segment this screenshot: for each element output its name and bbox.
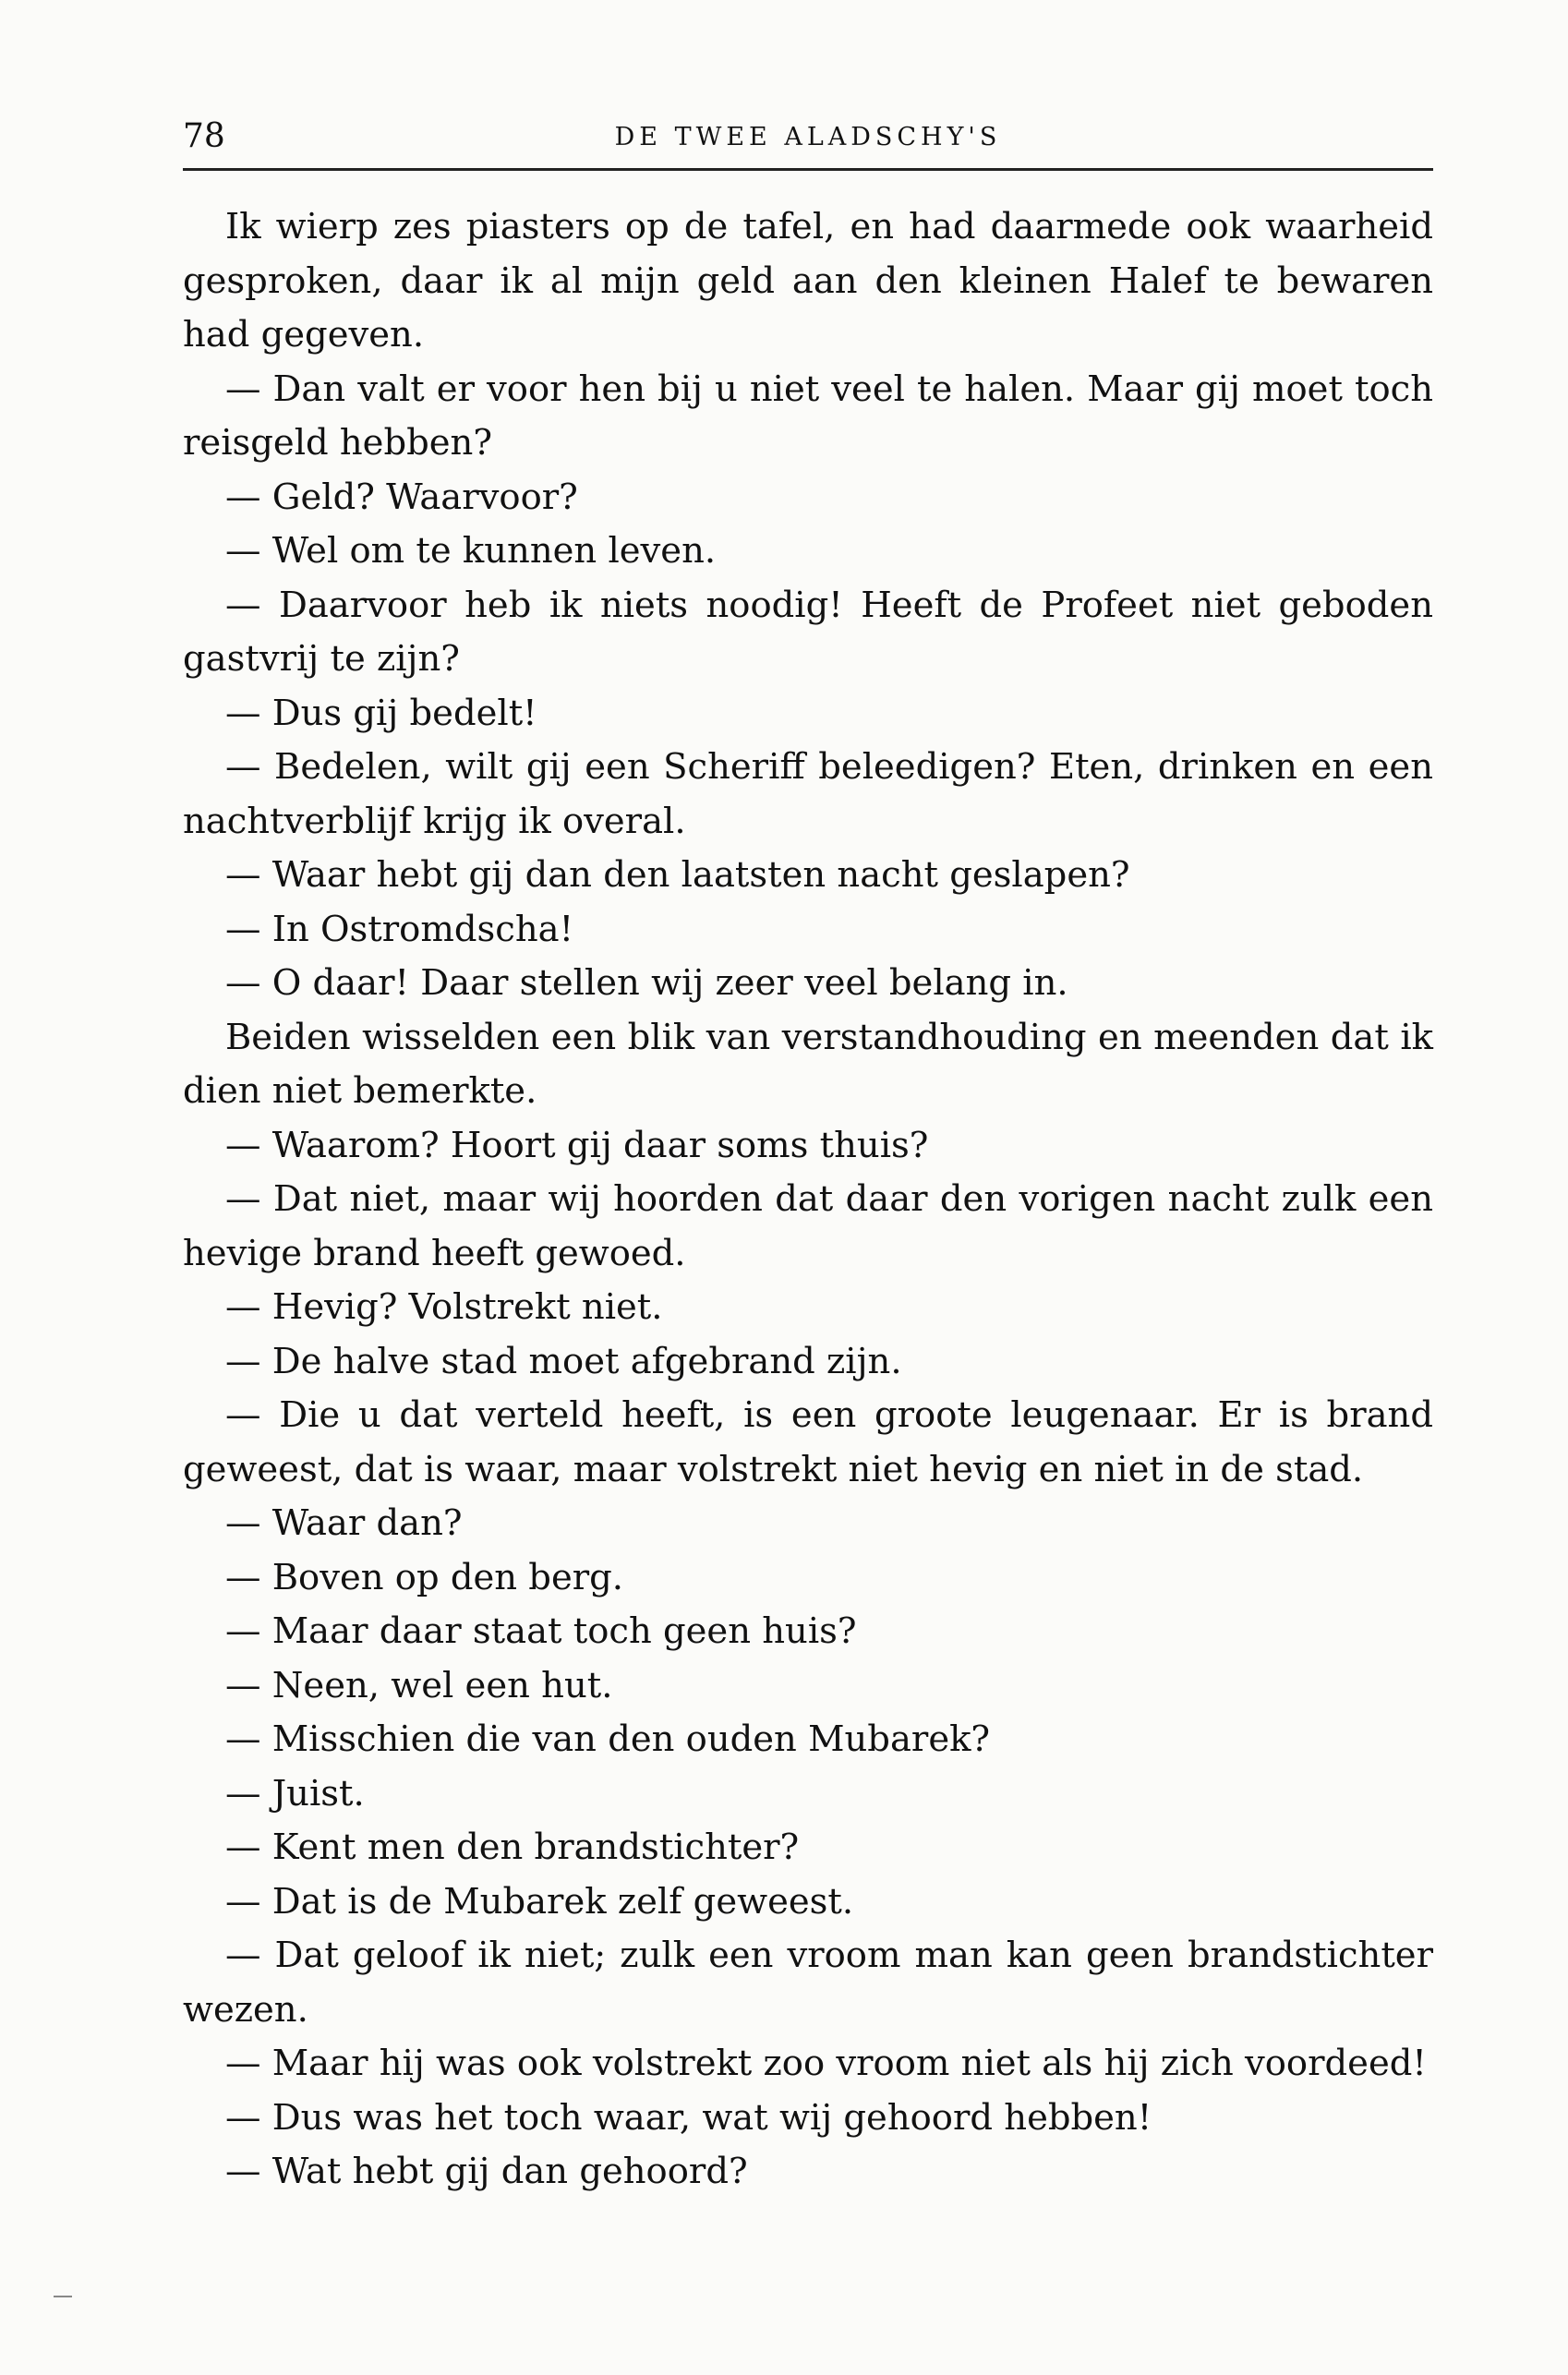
paragraph: — Dus was het toch waar, wat wij gehoord hebben! <box>225 2096 1152 2139</box>
page-number: 78 <box>183 117 225 155</box>
paragraph: — Waarom? Hoort gij daar soms thuis? <box>225 1124 929 1166</box>
paragraph: Beiden wisselden een blik van verstandhouding en meenden dat ik dien niet bemerkte. <box>183 1016 1433 1112</box>
paragraph: — O daar! Daar stellen wij zeer veel belang in. <box>225 962 1068 1004</box>
margin-mark <box>54 2296 72 2297</box>
paragraph: — Die u dat verteld heeft, is een groote leugenaar. Er is brand geweest, dat is waar, maar volstrekt niet hevig en niet in de stad. <box>183 1394 1433 1490</box>
paragraph: — Dat niet, maar wij hoorden dat daar den vorigen nacht zulk een hevige brand heeft gewoed. <box>183 1178 1433 1274</box>
paragraph: — Waar hebt gij dan den laatsten nacht geslapen? <box>225 854 1130 896</box>
paragraph: — Daarvoor heb ik niets noodig! Heeft de Profeet niet geboden gastvrij te zijn? <box>183 584 1433 680</box>
paragraph: — Dan valt er voor hen bij u niet veel te halen. Maar gij moet toch reisgeld hebben? <box>183 368 1433 464</box>
book-page <box>183 109 1433 2200</box>
paragraph: — Wat hebt gij dan gehoord? <box>225 2151 748 2192</box>
paragraph: — Waar dan? <box>225 1502 463 1544</box>
paragraph: — In Ostromdscha! <box>225 908 574 950</box>
paragraph: — Dus gij bedelt! <box>225 692 537 734</box>
paragraph: — Neen, wel een hut. <box>225 1664 613 1706</box>
paragraph: — Geld? Waarvoor? <box>225 476 578 518</box>
paragraph: — De halve stad moet afgebrand zijn. <box>225 1340 902 1382</box>
body-text <box>183 200 1433 2200</box>
paragraph: — Boven op den berg. <box>225 1556 624 1598</box>
paragraph: — Misschien die van den ouden Mubarek? <box>225 1718 991 1760</box>
paragraph: — Hevig? Volstrekt niet. <box>225 1286 663 1328</box>
paragraph: — Wel om te kunnen leven. <box>225 530 717 572</box>
paragraph: — Juist. <box>225 1772 365 1814</box>
paragraph: Ik wierp zes piasters op de tafel, en had daarmede ook waarheid gesproken, daar ik al mijn geld aan den kleinen Halef te bewaren had gegeven. <box>183 206 1433 356</box>
paragraph: — Kent men den brandstichter? <box>225 1826 800 1868</box>
paragraph: — Bedelen, wilt gij een Scheriff beleedigen? Eten, drinken en een nachtverblijf krijg ik overal. <box>183 746 1433 842</box>
paragraph: — Dat is de Mubarek zelf geweest. <box>225 1880 854 1923</box>
paragraph: — Maar daar staat toch geen huis? <box>225 1610 857 1652</box>
paragraph: — Dat geloof ik niet; zulk een vroom man kan geen brandstichter wezen. <box>183 1935 1433 2031</box>
paragraph: — Maar hij was ook volstrekt zoo vroom niet als hij zich voordeed! <box>225 2043 1427 2084</box>
running-title: DE TWEE ALADSCHY'S <box>614 123 1002 151</box>
running-head <box>183 109 1433 171</box>
